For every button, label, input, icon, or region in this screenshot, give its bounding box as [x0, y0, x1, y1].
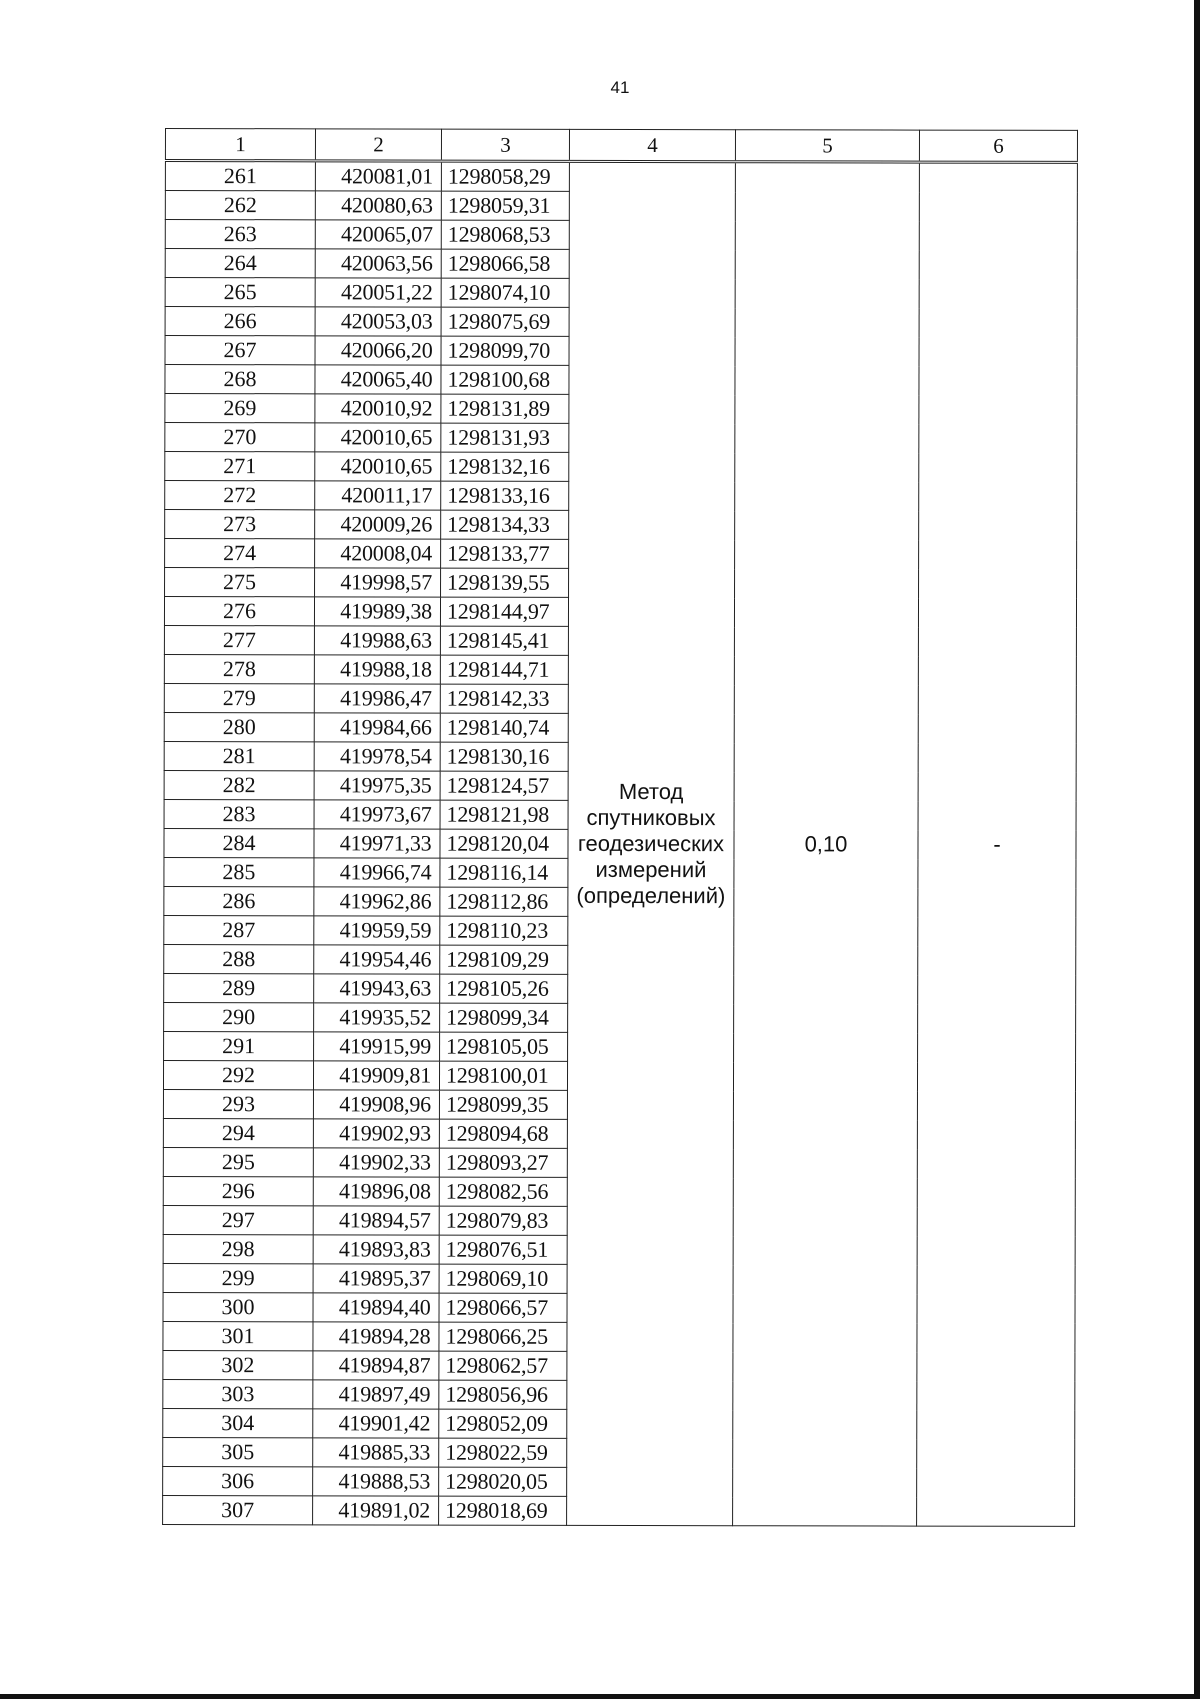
y-coordinate-cell: 1298134,33 — [441, 510, 569, 539]
y-coordinate-cell: 1298139,55 — [441, 568, 569, 597]
y-coordinate-cell: 1298022,59 — [439, 1438, 567, 1467]
table-row — [165, 161, 1077, 193]
x-coordinate-cell: 419975,35 — [314, 771, 440, 800]
table-header-row — [165, 129, 1077, 163]
x-coordinate-cell: 419954,46 — [314, 945, 440, 974]
point-number-cell: 296 — [163, 1176, 313, 1205]
y-coordinate-cell: 1298075,69 — [441, 307, 569, 336]
y-coordinate-cell: 1298099,34 — [440, 1003, 568, 1032]
column-header: 6 — [919, 130, 1077, 162]
y-coordinate-cell: 1298066,25 — [439, 1322, 567, 1351]
point-number-cell: 286 — [164, 886, 314, 915]
x-coordinate-cell: 419973,67 — [314, 800, 440, 829]
page-edge-bottom — [0, 1694, 1200, 1699]
point-number-cell: 288 — [164, 944, 314, 973]
x-coordinate-cell: 419901,42 — [313, 1409, 439, 1438]
x-coordinate-cell: 419885,33 — [313, 1438, 439, 1467]
y-coordinate-cell: 1298066,58 — [441, 249, 569, 278]
point-number-cell: 307 — [163, 1495, 313, 1524]
x-coordinate-cell: 419895,37 — [313, 1264, 439, 1293]
y-coordinate-cell: 1298058,29 — [441, 161, 569, 191]
y-coordinate-cell: 1298020,05 — [439, 1467, 567, 1496]
page-edge-right — [1194, 0, 1200, 1699]
x-coordinate-cell: 419962,86 — [314, 887, 440, 916]
x-coordinate-cell: 419989,38 — [314, 597, 440, 626]
x-coordinate-cell: 420010,92 — [315, 394, 441, 423]
y-coordinate-cell: 1298062,57 — [439, 1351, 567, 1380]
x-coordinate-cell: 420009,26 — [315, 510, 441, 539]
x-coordinate-cell: 419888,53 — [313, 1467, 439, 1496]
y-coordinate-cell: 1298105,05 — [440, 1032, 568, 1061]
y-coordinate-cell: 1298144,97 — [440, 597, 568, 626]
point-number-cell: 261 — [165, 161, 315, 191]
x-coordinate-cell: 419891,02 — [313, 1496, 439, 1525]
y-coordinate-cell: 1298131,93 — [441, 423, 569, 452]
y-coordinate-cell: 1298120,04 — [440, 829, 568, 858]
point-number-cell: 303 — [163, 1379, 313, 1408]
coordinates-table — [162, 128, 1078, 1527]
point-number-cell: 267 — [165, 336, 315, 365]
x-coordinate-cell: 420065,40 — [315, 365, 441, 394]
y-coordinate-cell: 1298052,09 — [439, 1409, 567, 1438]
x-coordinate-cell: 420008,04 — [315, 539, 441, 568]
y-coordinate-cell: 1298074,10 — [441, 278, 569, 307]
x-coordinate-cell: 419988,18 — [314, 655, 440, 684]
method-text-line: геодезических — [577, 830, 725, 857]
y-coordinate-cell: 1298144,71 — [440, 655, 568, 684]
point-number-cell: 282 — [164, 770, 314, 799]
y-coordinate-cell: 1298100,01 — [439, 1061, 567, 1090]
y-coordinate-cell: 1298079,83 — [439, 1206, 567, 1235]
x-coordinate-cell: 419984,66 — [314, 713, 440, 742]
x-coordinate-cell: 419908,96 — [313, 1090, 439, 1119]
point-number-cell: 270 — [165, 423, 315, 452]
x-coordinate-cell: 419935,52 — [314, 1003, 440, 1032]
point-number-cell: 278 — [164, 654, 314, 683]
y-coordinate-cell: 1298068,53 — [441, 220, 569, 249]
point-number-cell: 302 — [163, 1350, 313, 1379]
y-coordinate-cell: 1298131,89 — [441, 394, 569, 423]
point-number-cell: 285 — [164, 857, 314, 886]
x-coordinate-cell: 419988,63 — [314, 626, 440, 655]
x-coordinate-cell: 420081,01 — [315, 161, 441, 191]
point-number-cell: 292 — [163, 1060, 313, 1089]
point-number-cell: 290 — [164, 1002, 314, 1031]
y-coordinate-cell: 1298056,96 — [439, 1380, 567, 1409]
method-cell — [567, 161, 736, 1525]
y-coordinate-cell: 1298066,57 — [439, 1293, 567, 1322]
point-number-cell: 281 — [164, 741, 314, 770]
y-coordinate-cell: 1298116,14 — [440, 858, 568, 887]
x-coordinate-cell: 419909,81 — [313, 1061, 439, 1090]
point-number-cell: 275 — [165, 568, 315, 597]
point-number-cell: 305 — [163, 1437, 313, 1466]
point-number-cell: 272 — [165, 481, 315, 510]
point-number-cell: 277 — [164, 625, 314, 654]
x-coordinate-cell: 420010,65 — [315, 423, 441, 452]
y-coordinate-cell: 1298076,51 — [439, 1235, 567, 1264]
point-number-cell: 283 — [164, 799, 314, 828]
x-coordinate-cell: 419897,49 — [313, 1380, 439, 1409]
method-text-line: (определений) — [576, 882, 726, 909]
x-coordinate-cell: 420053,03 — [315, 307, 441, 336]
column-header: 1 — [165, 129, 315, 161]
y-coordinate-cell: 1298082,56 — [439, 1177, 567, 1206]
x-coordinate-cell: 419894,87 — [313, 1351, 439, 1380]
x-coordinate-cell: 420066,20 — [315, 336, 441, 365]
y-coordinate-cell: 1298112,86 — [440, 887, 568, 916]
x-coordinate-cell: 419894,57 — [313, 1206, 439, 1235]
y-coordinate-cell: 1298099,70 — [441, 336, 569, 365]
point-number-cell: 289 — [164, 973, 314, 1002]
point-number-cell: 306 — [163, 1466, 313, 1495]
point-number-cell: 266 — [165, 307, 315, 336]
point-number-cell: 300 — [163, 1292, 313, 1321]
point-number-cell: 287 — [164, 915, 314, 944]
page-number: 41 — [610, 78, 630, 97]
column-header: 2 — [315, 129, 441, 161]
y-coordinate-cell: 1298121,98 — [440, 800, 568, 829]
y-coordinate-cell: 1298124,57 — [440, 771, 568, 800]
point-number-cell: 276 — [164, 597, 314, 626]
point-number-cell: 265 — [165, 278, 315, 307]
y-coordinate-cell: 1298105,26 — [440, 974, 568, 1003]
point-number-cell: 291 — [164, 1031, 314, 1060]
x-coordinate-cell: 420080,63 — [315, 191, 441, 220]
x-coordinate-cell: 419893,83 — [313, 1235, 439, 1264]
method-text-line: измерений — [595, 856, 707, 883]
y-coordinate-cell: 1298109,29 — [440, 945, 568, 974]
point-number-cell: 299 — [163, 1263, 313, 1292]
y-coordinate-cell: 1298069,10 — [439, 1264, 567, 1293]
point-number-cell: 284 — [164, 828, 314, 857]
accuracy-cell: 0,10 — [733, 162, 920, 1526]
y-coordinate-cell: 1298133,77 — [441, 539, 569, 568]
x-coordinate-cell: 420065,07 — [315, 220, 441, 249]
y-coordinate-cell: 1298059,31 — [441, 191, 569, 220]
x-coordinate-cell: 419915,99 — [314, 1032, 440, 1061]
point-number-cell: 274 — [165, 539, 315, 568]
y-coordinate-cell: 1298140,74 — [440, 713, 568, 742]
column-header: 5 — [735, 130, 919, 162]
point-number-cell: 304 — [163, 1408, 313, 1437]
method-text-line: спутниковых — [586, 804, 716, 831]
y-coordinate-cell: 1298130,16 — [440, 742, 568, 771]
x-coordinate-cell: 419896,08 — [313, 1177, 439, 1206]
point-number-cell: 294 — [163, 1118, 313, 1147]
y-coordinate-cell: 1298099,35 — [439, 1090, 567, 1119]
x-coordinate-cell: 419902,93 — [313, 1119, 439, 1148]
x-coordinate-cell: 420051,22 — [315, 278, 441, 307]
y-coordinate-cell: 1298145,41 — [440, 626, 568, 655]
point-number-cell: 269 — [165, 394, 315, 423]
note-cell: - — [917, 162, 1078, 1526]
point-number-cell: 295 — [163, 1147, 313, 1176]
table-body — [163, 161, 1078, 1527]
x-coordinate-cell: 420063,56 — [315, 249, 441, 278]
point-number-cell: 268 — [165, 365, 315, 394]
y-coordinate-cell: 1298132,16 — [441, 452, 569, 481]
point-number-cell: 271 — [165, 452, 315, 481]
y-coordinate-cell: 1298018,69 — [439, 1496, 567, 1525]
point-number-cell: 264 — [165, 249, 315, 278]
point-number-cell: 293 — [163, 1089, 313, 1118]
x-coordinate-cell: 419998,57 — [315, 568, 441, 597]
y-coordinate-cell: 1298110,23 — [440, 916, 568, 945]
y-coordinate-cell: 1298142,33 — [440, 684, 568, 713]
point-number-cell: 262 — [165, 191, 315, 220]
y-coordinate-cell: 1298094,68 — [439, 1119, 567, 1148]
column-header: 4 — [569, 129, 735, 161]
column-header: 3 — [441, 129, 569, 161]
x-coordinate-cell: 419894,28 — [313, 1322, 439, 1351]
x-coordinate-cell: 419894,40 — [313, 1293, 439, 1322]
y-coordinate-cell: 1298100,68 — [441, 365, 569, 394]
method-text-line: Метод — [618, 778, 684, 805]
x-coordinate-cell: 419978,54 — [314, 742, 440, 771]
x-coordinate-cell: 419986,47 — [314, 684, 440, 713]
point-number-cell: 297 — [163, 1205, 313, 1234]
point-number-cell: 263 — [165, 220, 315, 249]
x-coordinate-cell: 419902,33 — [313, 1148, 439, 1177]
y-coordinate-cell: 1298133,16 — [441, 481, 569, 510]
x-coordinate-cell: 419971,33 — [314, 829, 440, 858]
x-coordinate-cell: 419943,63 — [314, 974, 440, 1003]
point-number-cell: 280 — [164, 712, 314, 741]
point-number-cell: 273 — [165, 510, 315, 539]
x-coordinate-cell: 420010,65 — [315, 452, 441, 481]
x-coordinate-cell: 420011,17 — [315, 481, 441, 510]
point-number-cell: 279 — [164, 683, 314, 712]
point-number-cell: 298 — [163, 1234, 313, 1263]
x-coordinate-cell: 419966,74 — [314, 858, 440, 887]
point-number-cell: 301 — [163, 1321, 313, 1350]
y-coordinate-cell: 1298093,27 — [439, 1148, 567, 1177]
x-coordinate-cell: 419959,59 — [314, 916, 440, 945]
